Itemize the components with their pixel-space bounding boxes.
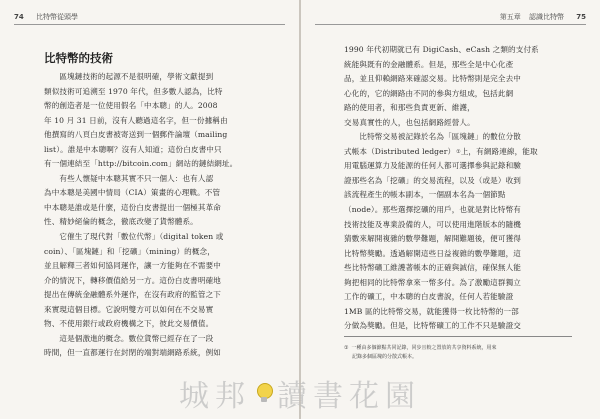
text-line: 證那些名為「挖礦」的交易流程，以及（或是）收到: [344, 175, 521, 185]
text-line: 它催生了現代對「數位代幣」（digital token 或: [44, 232, 224, 242]
line-tail: 上，有網路連線，能取: [460, 146, 538, 156]
footnote: [344, 344, 572, 362]
section-title: 比特幣的技術: [44, 51, 113, 65]
text-line: 夠把相同的比特幣拿來一幣多付。為了激勵這群獨立: [344, 277, 521, 287]
text-line: 他撰寫的八頁白皮書被寄送到一個郵件論壇（mailing: [44, 130, 228, 140]
text-line: 性、精妙絕倫的概念，徹底改變了貨幣體系。: [44, 217, 198, 227]
footnote-rule: [344, 336, 572, 337]
right-body-text: [344, 43, 572, 334]
footnote-text: 一種由多個節點共同記錄，同步且較之置放的共享資料系統，用來: [351, 345, 497, 351]
chapter-name: 認識比特幣: [529, 13, 565, 21]
text-line: coin）、「區塊鏈」和「挖礦」（mining）的概念，: [44, 246, 215, 256]
text-line: 統能與既有的金融體系。但是，那些全是中心化產: [344, 59, 514, 69]
left-book-title: 比特幣從頭學: [35, 13, 78, 21]
text-line: 有一個連結至「http://bitcoin.com」網站的鏈結網址。: [44, 159, 238, 169]
text-line: 1990 年代初期就已有 DigiCash、eCash 之類的支付系: [344, 45, 539, 54]
text-line: 有些人懷疑中本聰其實不只一個人：也有人認: [44, 173, 214, 183]
text-line: 品，並且仰賴網路來確認交易。比特幣則是完全去中: [344, 74, 521, 84]
right-header-rule: [315, 24, 586, 25]
footnote-line: [344, 344, 572, 353]
text-line: list）。誰是中本聰啊？沒有人知道；這份白皮書中只: [44, 144, 222, 154]
text-line: 為中本聰是美國中情局（CIA）策畫的心理戰。不管: [44, 188, 221, 198]
footnote-marker-sup: ①: [456, 148, 461, 155]
watermark-text-after: 讀書花園: [277, 379, 421, 414]
text-line: 年 10 月 31 日前，沒有人聽過這名字，但一份據稱由: [44, 115, 228, 125]
text-line: 比特幣獎勵。透過解開這些日益複雜的數學難題，這: [344, 248, 521, 258]
right-page-number: 75: [576, 13, 586, 21]
text-line: 猜數來解開複雜的數學難題，解開難題後，便可獲得: [344, 234, 521, 244]
text-line: 時間，但一直都運行在封閉的端對端網路系統，例如: [44, 348, 221, 358]
text-line: 技術技能及專業設備的人，可以使用進階版本的隨機: [344, 219, 521, 229]
text-line: 比特幣交易被記錄於名為「區塊鏈」的數位分散: [344, 132, 521, 142]
text-line: 類似技術可追溯至 1970 年代，但多數人認為，比特: [44, 86, 223, 96]
text-line: 中本聰是誰或是什麼，這份白皮書提出一個極其革命: [44, 202, 221, 212]
text-line: 用電腦運算力及能源的任何人都可選擇參與記錄和驗: [344, 161, 521, 171]
text-line: 來實現這個目標。它說明雙方可以如何在不交易實: [44, 304, 214, 314]
text-line: 提出在傳統金融體系外運作，在沒有政府的監管之下: [44, 290, 221, 300]
line-text: 式帳本（Distributed ledger）: [344, 146, 456, 156]
right-page: [301, 0, 600, 419]
chapter-label: 第五章: [499, 13, 521, 21]
text-line: 路的使用者，和那些負責更新、維護，: [344, 103, 475, 113]
text-line: 幣的創造者是一位使用假名「中本聰」的人。2008: [44, 101, 218, 111]
text-line: 交易真實性的人，也包括網路經營人。: [344, 117, 475, 127]
text-line: 心化的，它的網路由不同的參與方組成，包括此網: [344, 88, 514, 98]
text-line: 分做為獎勵。但是，比特幣礦工的工作不只是驗證交: [344, 321, 521, 331]
footnote-marker: ①: [344, 345, 349, 351]
text-line: （node）。那些選擇挖礦的用戶，也就是對比特幣有: [344, 205, 521, 215]
text-line-with-footnote: [344, 145, 572, 160]
left-body-text: [44, 70, 268, 361]
left-page: [0, 0, 299, 419]
text-line: 介的情況下，轉移價值給另一方。這份白皮書明確地: [44, 275, 221, 285]
right-running-head: [500, 12, 586, 22]
watermark-text-before: 城邦: [179, 379, 251, 414]
text-line: 區塊鏈技術的起源不是很明確，學術文獻提到: [44, 72, 214, 81]
text-line: 該流程產生的帳本副本，一個副本名為一個節點: [344, 190, 506, 200]
text-line: 物、不使用銀行或政府機構之下，彼此交易價值。: [44, 319, 214, 329]
text-line: 並且解釋三者如何協同運作，讓一方能夠在不需要中: [44, 261, 221, 271]
text-line: 這是個激進的概念。數位貨幣已經存在了一段: [44, 333, 214, 343]
text-line: 工作的礦工，中本聰的白皮書說，任何人若能驗證: [344, 292, 514, 302]
left-page-number: 74: [14, 13, 24, 21]
footnote-line: 記錄多個區塊的分散式帳本。: [352, 354, 418, 360]
left-running-head: [14, 12, 78, 22]
left-header-rule: [14, 24, 285, 25]
text-line: 些比特幣礦工維護著帳本的正確與誠信，確保無人能: [344, 263, 521, 273]
text-line: 1MB 區的比特幣交易，就能獲得一枚比特幣的一部: [344, 306, 519, 316]
